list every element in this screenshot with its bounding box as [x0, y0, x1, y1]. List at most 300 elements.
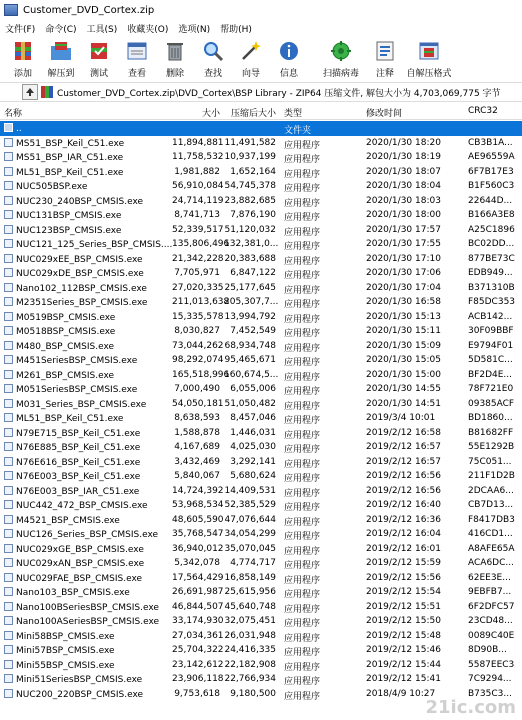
table-row[interactable] [0, 324, 522, 339]
file-name-text: .. [16, 124, 22, 134]
file-size: 7,000,490 [174, 384, 220, 394]
file-name [4, 457, 172, 468]
table-row[interactable] [0, 629, 522, 644]
file-name-text: M031_Series_BSP_CMSIS.exe [16, 399, 147, 410]
table-row[interactable] [0, 252, 522, 267]
table-row[interactable] [0, 194, 522, 209]
file-crc32: 78F721E0 [468, 384, 514, 394]
file-name [4, 181, 172, 192]
file-packed-size: 47,076,644 [224, 514, 276, 525]
file-modified: 2019/2/12 16:36 [366, 514, 441, 525]
table-row[interactable] [0, 498, 522, 513]
file-packed-size: 9,180,500 [230, 688, 276, 699]
virus-scan-button[interactable] [316, 36, 366, 82]
extract-to-button[interactable] [42, 36, 80, 82]
file-size: 23,142,612 [172, 659, 224, 670]
file-modified: 2020/1/30 18:20 [366, 137, 441, 148]
file-type: 应用程序 [284, 213, 321, 223]
virus-scan-icon [329, 39, 353, 63]
exe-file-icon [4, 138, 13, 147]
file-packed-size: 68,934,748 [224, 340, 276, 351]
file-modified: 2020/1/30 17:06 [366, 268, 441, 278]
file-type: 应用程序 [284, 343, 321, 354]
exe-file-icon [4, 558, 13, 567]
file-type: 应用程序 [284, 677, 321, 687]
info-icon [277, 39, 301, 63]
table-row[interactable] [0, 150, 522, 165]
file-size: 17,564,429 [172, 572, 224, 583]
file-packed-size: 23,882,685 [224, 195, 276, 206]
file-size: 11,758,532 [172, 152, 224, 162]
file-name-text: N76E003_BSP_Keil_C51.exe [16, 472, 141, 482]
file-packed-size: 45,640,748 [224, 601, 276, 612]
file-crc32: 9EBFB7... [468, 587, 512, 597]
file-crc32: A25C1896 [468, 224, 515, 235]
file-modified: 2020/1/30 15:09 [366, 340, 441, 351]
virus-scan-label: 扫描病毒 [322, 69, 359, 79]
file-size: 54,050,181 [172, 398, 224, 409]
file-size: 56,910,084 [172, 181, 224, 191]
table-row[interactable] [0, 310, 522, 325]
find-button[interactable] [194, 36, 232, 82]
exe-file-icon [4, 486, 13, 495]
menu-command[interactable]: 命令(C) [45, 24, 77, 35]
file-type: 应用程序 [284, 256, 321, 267]
file-packed-size: 5,680,624 [230, 471, 276, 481]
file-crc32: 2DCAA6... [468, 485, 514, 496]
file-name [4, 674, 172, 685]
file-packed-size: 132,381,0... [224, 239, 279, 249]
file-name [4, 138, 172, 149]
file-name-text: NUC029xAN_BSP_CMSIS.exe [16, 559, 145, 569]
table-row[interactable] [0, 600, 522, 615]
file-crc32: F8417DB3 [468, 514, 515, 525]
file-name-text: NUC442_472_BSP_CMSIS.exe [16, 501, 148, 511]
table-row[interactable] [0, 643, 522, 658]
file-size: 8,030,827 [174, 326, 220, 336]
file-name-text: NUC029FAE_BSP_CMSIS.exe [16, 573, 143, 584]
file-name [4, 515, 172, 526]
title-bar [0, 0, 522, 21]
exe-file-icon [4, 674, 13, 683]
up-arrow-icon [25, 87, 35, 97]
table-row[interactable] [0, 266, 522, 281]
view-button[interactable] [118, 36, 156, 82]
file-packed-size: 95,465,671 [224, 355, 276, 365]
file-name-text: MS51_BSP_Keil_C51.exe [16, 138, 125, 149]
window-title: Customer_DVD_Cortex.zip [23, 4, 155, 16]
file-crc32: 5D581C... [468, 355, 513, 365]
exe-file-icon [4, 225, 13, 234]
file-name-text: Nano100BSeriesBSP_CMSIS.exe [16, 602, 159, 613]
file-packed-size: 6,847,122 [230, 268, 276, 278]
file-name [4, 297, 172, 308]
file-modified: 2019/2/12 16:04 [366, 529, 441, 539]
file-crc32: 416CD1... [468, 529, 513, 539]
test-icon [87, 39, 111, 63]
file-name-text: N79E715_BSP_Keil_C51.exe [16, 428, 141, 439]
table-row[interactable] [0, 237, 522, 252]
file-name-text: M0518BSP_CMSIS.exe [16, 327, 116, 337]
file-modified: 2019/2/12 15:56 [366, 572, 441, 583]
file-name-text: NUC200_220BSP_CMSIS.exe [16, 689, 144, 700]
file-name-text: M0519BSP_CMSIS.exe [16, 312, 116, 323]
file-size: 36,940,012 [172, 543, 224, 554]
file-packed-size: 8,457,046 [230, 413, 276, 423]
file-name-text: Nano103_BSP_CMSIS.exe [16, 588, 130, 598]
file-crc32: 55E1292B [468, 442, 515, 452]
file-name-text: MS51_BSP_IAR_C51.exe [16, 153, 124, 163]
file-size: 73,044,262 [172, 340, 224, 351]
file-type: 应用程序 [284, 184, 321, 194]
file-packed-size: 10,937,199 [224, 152, 276, 162]
exe-file-icon [4, 544, 13, 553]
file-list-header [0, 102, 522, 120]
exe-file-icon [4, 442, 13, 451]
add-button[interactable] [4, 36, 42, 82]
delete-label: 删除 [165, 69, 184, 79]
exe-file-icon [4, 355, 13, 364]
file-modified: 2020/1/30 17:04 [366, 282, 441, 293]
file-name-text: NUC230_240BSP_CMSIS.exe [16, 196, 144, 207]
file-crc32: 62EE3E... [468, 572, 511, 583]
file-name-text: NUC029xEE_BSP_CMSIS.exe [16, 254, 143, 265]
menu-favorites[interactable]: 收藏夹(O) [127, 24, 169, 35]
file-modified: 2019/2/12 15:50 [366, 616, 441, 626]
wizard-label: 向导 [241, 69, 260, 79]
exe-file-icon [4, 515, 13, 524]
file-size: 33,174,930 [172, 616, 224, 626]
file-size: 15,335,578 [172, 311, 224, 322]
file-name [4, 442, 172, 453]
file-type: 应用程序 [284, 169, 321, 180]
file-modified: 2019/2/12 15:44 [366, 659, 441, 670]
file-size: 25,704,322 [172, 645, 224, 655]
exe-file-icon [4, 312, 13, 321]
menu-bar [0, 20, 522, 36]
file-crc32: 09385ACF [468, 398, 515, 409]
file-modified: 2019/2/12 15:46 [366, 645, 441, 655]
column-type[interactable]: 类型 [284, 109, 303, 119]
table-row[interactable] [0, 397, 522, 412]
file-name [4, 573, 172, 584]
test-label: 测试 [89, 69, 108, 79]
file-type: 应用程序 [284, 329, 321, 339]
table-row[interactable] [0, 411, 522, 426]
file-packed-size: 3,292,141 [230, 456, 276, 467]
file-modified: 2020/1/30 18:03 [366, 195, 441, 206]
file-packed-size: 13,994,792 [224, 311, 276, 322]
file-type: 应用程序 [284, 575, 321, 586]
info-label: 信息 [279, 69, 298, 79]
table-row[interactable] [0, 658, 522, 673]
file-crc32: BF2D4E... [468, 369, 513, 380]
test-button[interactable] [80, 36, 118, 82]
file-modified: 2020/1/30 18:19 [366, 152, 441, 162]
table-row[interactable] [0, 382, 522, 397]
delete-button[interactable] [156, 36, 194, 82]
file-type: 应用程序 [284, 517, 321, 528]
file-crc32: 7C9294... [468, 674, 512, 684]
file-name [4, 399, 172, 410]
file-packed-size: 22,766,934 [224, 674, 276, 684]
parent-folder-row[interactable] [0, 121, 522, 136]
table-row[interactable] [0, 223, 522, 238]
exe-file-icon [4, 645, 13, 654]
exe-file-icon [4, 689, 13, 698]
file-type: 应用程序 [284, 532, 321, 542]
column-crc32[interactable]: CRC32 [468, 106, 498, 116]
file-crc32: ACB142... [468, 311, 513, 322]
column-name[interactable]: 名称 [4, 109, 23, 119]
table-row[interactable] [0, 556, 522, 571]
file-size: 1,588,878 [174, 427, 220, 438]
file-type: 应用程序 [284, 430, 321, 441]
menu-options[interactable]: 选项(N) [178, 24, 211, 35]
file-packed-size: 14,409,531 [224, 485, 276, 496]
exe-file-icon [4, 341, 13, 350]
file-name [4, 587, 172, 598]
file-modified: 2019/2/12 16:01 [366, 543, 441, 554]
file-size: 14,724,392 [172, 485, 224, 496]
file-type: 应用程序 [284, 503, 321, 513]
file-crc32: B371310B [468, 282, 515, 293]
file-type: 应用程序 [284, 271, 321, 281]
file-packed-size: 52,385,529 [224, 500, 276, 510]
file-crc32: 0089C40E [468, 630, 515, 641]
menu-tools[interactable]: 工具(S) [86, 24, 118, 35]
file-name [4, 544, 172, 555]
file-crc32: 6F7B17E3 [468, 166, 514, 177]
file-type: 应用程序 [284, 445, 321, 455]
file-type: 应用程序 [284, 633, 321, 644]
delete-icon [163, 39, 187, 63]
file-size: 211,013,638 [172, 297, 230, 307]
file-name-text: NUC131BSP_CMSIS.exe [16, 211, 122, 221]
exe-file-icon [4, 254, 13, 263]
table-row[interactable] [0, 469, 522, 484]
file-list [0, 121, 522, 701]
find-label: 查找 [203, 69, 222, 79]
file-size: 98,292,074 [172, 355, 224, 365]
file-name-text: Mini51SeriesBSP_CMSIS.exe [16, 675, 143, 685]
file-name [4, 312, 172, 323]
exe-file-icon [4, 297, 13, 306]
file-type: 应用程序 [284, 140, 321, 151]
file-size: 52,339,517 [172, 224, 224, 235]
file-type: 应用程序 [284, 387, 321, 397]
file-packed-size: 54,745,378 [224, 181, 276, 191]
file-name-text: Mini57BSP_CMSIS.exe [16, 646, 115, 656]
file-size: 24,714,119 [172, 195, 224, 206]
table-row[interactable] [0, 165, 522, 180]
sfx-label: 自解压格式 [406, 69, 452, 79]
file-name-text: NUC126_Series_BSP_CMSIS.exe [16, 530, 159, 540]
file-modified: 2020/1/30 17:57 [366, 224, 441, 235]
table-row[interactable] [0, 614, 522, 629]
watermark: 21ic.com [425, 697, 516, 718]
file-packed-size: 35,070,045 [224, 543, 276, 554]
file-name [4, 660, 172, 671]
file-size: 48,605,590 [172, 514, 224, 525]
file-name-text: M480_BSP_CMSIS.exe [16, 341, 115, 352]
table-row[interactable] [0, 542, 522, 557]
exe-file-icon [4, 196, 13, 205]
file-modified: 2019/3/4 10:01 [366, 413, 436, 423]
file-crc32: B81682FF [468, 427, 514, 438]
file-crc32: AE96559A [468, 152, 515, 162]
file-modified: 2020/1/30 15:11 [366, 326, 441, 336]
file-name-text: M4521_BSP_CMSIS.exe [16, 515, 120, 526]
file-type: 应用程序 [284, 285, 321, 296]
file-packed-size: 7,452,549 [230, 326, 276, 336]
file-name [4, 500, 172, 511]
file-packed-size: 26,031,948 [224, 630, 276, 641]
file-size: 11,894,881 [172, 137, 224, 148]
file-size: 23,906,118 [172, 674, 224, 684]
file-type: 应用程序 [284, 474, 321, 484]
file-name [4, 529, 172, 540]
table-row[interactable] [0, 339, 522, 354]
file-crc32: 5587EEC3 [468, 659, 515, 670]
file-type: 应用程序 [284, 619, 321, 629]
table-row[interactable] [0, 295, 522, 310]
file-name-text: Mini55BSP_CMSIS.exe [16, 660, 115, 671]
file-packed-size: 160,674,5... [224, 369, 279, 380]
file-modified: 2019/2/12 15:51 [366, 601, 441, 612]
up-folder-button[interactable] [22, 84, 38, 100]
file-type: 文件夹 [284, 126, 312, 136]
file-name [4, 370, 172, 381]
menu-file[interactable]: 文件(F) [5, 24, 36, 35]
file-packed-size: 34,054,299 [224, 529, 276, 539]
table-row[interactable] [0, 513, 522, 528]
file-name-text: N76E003_BSP_IAR_C51.exe [16, 486, 140, 497]
file-type: 应用程序 [284, 691, 321, 702]
file-packed-size: 51,050,482 [224, 398, 276, 409]
file-size: 46,844,507 [172, 601, 224, 612]
table-row[interactable] [0, 179, 522, 194]
table-row[interactable] [0, 527, 522, 542]
file-type: 应用程序 [284, 155, 321, 165]
exe-file-icon [4, 587, 13, 596]
file-packed-size: 24,416,335 [224, 645, 276, 655]
exe-file-icon [4, 529, 13, 538]
exe-file-icon [4, 268, 13, 277]
file-modified: 2020/1/30 17:55 [366, 239, 441, 249]
table-row[interactable] [0, 353, 522, 368]
exe-file-icon [4, 326, 13, 335]
column-packed-size[interactable]: 压缩后大小 [230, 109, 276, 119]
file-crc32: B1F560C3 [468, 181, 515, 191]
file-size: 4,167,689 [174, 442, 220, 452]
file-modified: 2019/2/12 16:40 [366, 500, 441, 510]
file-size: 5,342,078 [174, 558, 220, 568]
file-packed-size: 11,491,582 [224, 137, 276, 148]
file-packed-size: 4,774,717 [230, 558, 276, 568]
table-row[interactable] [0, 368, 522, 383]
file-modified: 2018/4/9 10:27 [366, 688, 436, 699]
file-packed-size: 7,876,190 [230, 210, 276, 220]
exe-file-icon [4, 152, 13, 161]
file-type: 应用程序 [284, 459, 321, 470]
table-row[interactable] [0, 440, 522, 455]
exe-file-icon [4, 602, 13, 611]
file-crc32: 22644D... [468, 195, 513, 206]
address-path[interactable]: Customer_DVD_Cortex.zip\DVD_Cortex\BSP Library - ZIP64 压缩文件, 解包大小为 4,703,069,775 字节 [57, 88, 501, 99]
file-crc32: B166A3E8 [468, 210, 515, 220]
info-button[interactable] [270, 36, 308, 82]
file-crc32: E9794F01 [468, 340, 514, 351]
file-modified: 2019/2/12 16:58 [366, 427, 441, 438]
exe-file-icon [4, 413, 13, 422]
table-row[interactable] [0, 455, 522, 470]
file-name [4, 210, 172, 221]
file-modified: 2019/2/12 15:48 [366, 630, 441, 641]
comment-button[interactable] [366, 36, 404, 82]
table-row[interactable] [0, 281, 522, 296]
file-type: 应用程序 [284, 590, 321, 600]
file-name [4, 167, 172, 178]
column-size[interactable]: 大小 [201, 109, 220, 119]
file-crc32: BC02DD... [468, 239, 515, 249]
table-row[interactable] [0, 484, 522, 499]
table-row[interactable] [0, 672, 522, 687]
file-name-text: Mini58BSP_CMSIS.exe [16, 631, 115, 642]
file-packed-size: 25,177,645 [224, 282, 276, 293]
file-name [4, 268, 172, 279]
file-type: 应用程序 [284, 300, 321, 310]
file-size: 27,034,361 [172, 630, 224, 641]
file-name [4, 326, 172, 337]
file-crc32: 6F2DFC57 [468, 601, 515, 612]
file-crc32: 30F09BBF [468, 326, 514, 336]
file-modified: 2020/1/30 14:55 [366, 384, 441, 394]
file-crc32: CB7D13... [468, 500, 514, 510]
file-crc32: 877BE73C [468, 253, 515, 264]
menu-help[interactable]: 帮助(H) [220, 24, 252, 35]
file-crc32: CB3B1A... [468, 137, 513, 148]
column-modified[interactable]: 修改时间 [366, 109, 403, 119]
exe-file-icon [4, 660, 13, 669]
view-icon [125, 39, 149, 63]
file-modified: 2019/2/12 15:41 [366, 674, 441, 684]
sfx-button[interactable] [404, 36, 454, 82]
file-packed-size: 22,182,908 [224, 659, 276, 670]
file-name [4, 239, 172, 250]
file-name [4, 355, 172, 366]
find-icon [201, 39, 225, 63]
exe-file-icon [4, 457, 13, 466]
wizard-button[interactable] [232, 36, 270, 82]
table-row[interactable] [0, 136, 522, 151]
file-modified: 2019/2/12 15:54 [366, 587, 441, 597]
file-name-text: NUC029xDE_BSP_CMSIS.exe [16, 269, 144, 279]
table-row[interactable] [0, 426, 522, 441]
file-type: 应用程序 [284, 227, 321, 238]
file-packed-size: 51,120,032 [224, 224, 276, 235]
table-row[interactable] [0, 571, 522, 586]
file-size: 26,691,987 [172, 587, 224, 597]
file-name [4, 384, 172, 395]
file-crc32: B735C3... [468, 688, 512, 699]
table-row[interactable] [0, 208, 522, 223]
file-name-text: M051SeriesBSP_CMSIS.exe [16, 385, 138, 395]
file-size: 8,638,593 [174, 413, 220, 423]
view-label: 查看 [127, 69, 146, 79]
table-row[interactable] [0, 585, 522, 600]
file-crc32: 75C051... [468, 456, 512, 467]
